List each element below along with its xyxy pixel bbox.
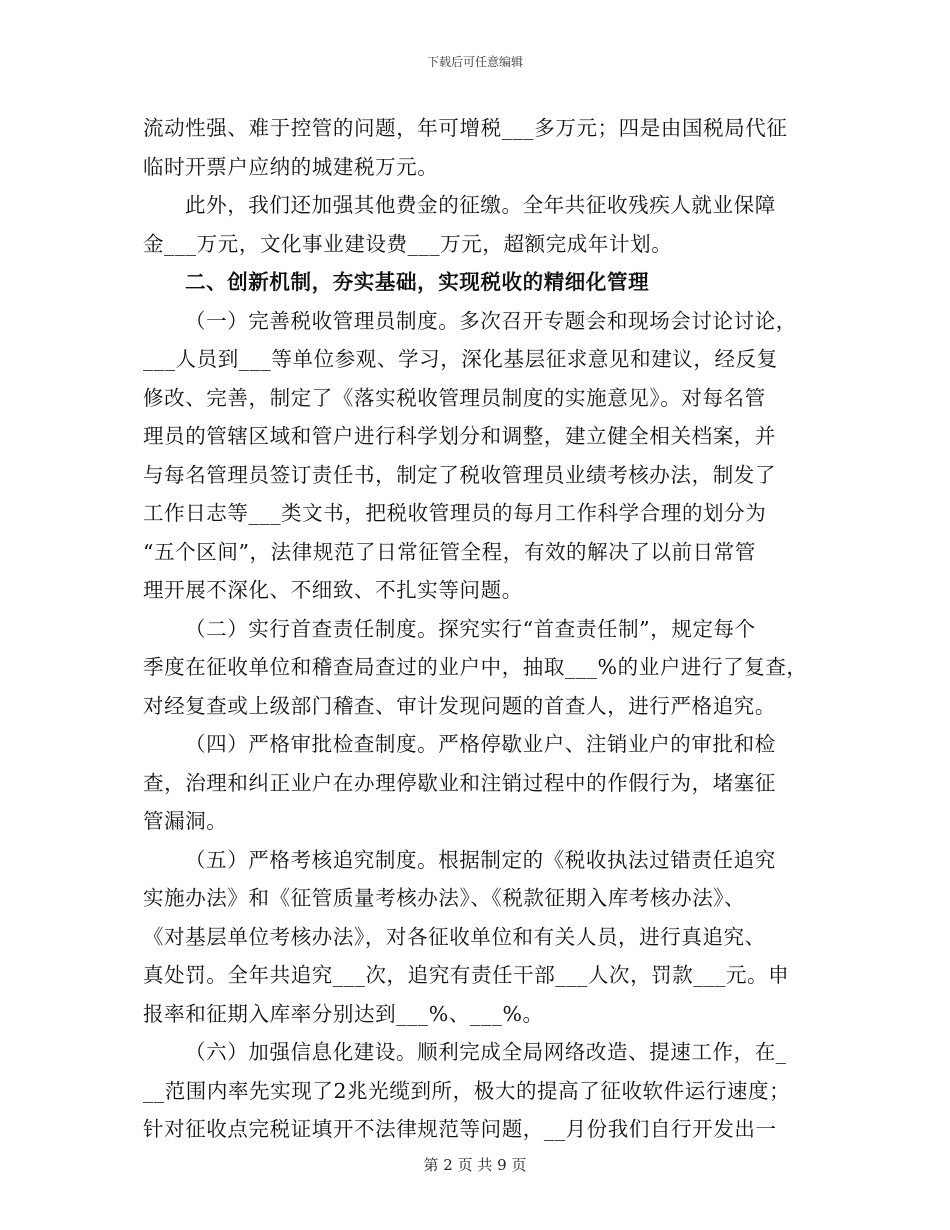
- text-line-1: 流动性强、难于控管的问题，年可增税___多万元；四是由国税局代征: [143, 116, 788, 140]
- text-line-13: 理开展不深化、不细致、不扎实等问题。: [143, 578, 523, 602]
- text-line-8: 修改、完善，制定了《落实税收管理员制度的实施意见》。对每名管: [143, 385, 766, 410]
- text-line-24: 报率和征期入库率分别达到___%、___%。: [143, 1001, 544, 1026]
- text-line-23: 真处罚。全年共追究___次，追究有责任干部___人次，罚款___元。申: [143, 963, 790, 987]
- text-line-14: （二）实行首查责任制度。探究实行“首查责任制”，规定每个: [185, 616, 756, 641]
- text-line-7: ___人员到___等单位参观、学习，深化基层征求意见和建议，经反复: [143, 347, 778, 371]
- page-footer: 第 2 页 共 9 页: [423, 1156, 527, 1174]
- text-line-10: 与每名管理员签订责任书，制定了税收管理员业绩考核办法，制发了: [143, 462, 776, 487]
- text-line-21: 实施办法》和《征管质量考核办法》、《税款征期入库考核办法》、: [143, 886, 746, 910]
- page-header: 下载后可任意编辑: [426, 55, 523, 69]
- text-line-15: 季度在征收单位和稽查局查过的业户中，抽取___%的业户进行了复查，: [143, 655, 808, 679]
- text-line-17: （四）严格审批检查制度。严格停歇业户、注销业户的审批和检: [185, 732, 776, 756]
- text-line-16: 对经复查或上级部门稽查、审计发现问题的首查人，进行严格追究。: [143, 693, 776, 718]
- text-line-25: （六）加强信息化建设。顺利完成全局网络改造、提速工作，在_: [185, 1040, 787, 1064]
- text-line-27: 针对征收点完税证填开不法律规范等问题，__月份我们自行开发出一: [143, 1117, 777, 1141]
- text-line-3: 此外，我们还加强其他费金的征缴。全年共征收残疾人就业保障: [185, 193, 776, 217]
- text-line-6: （一）完善税收管理员制度。多次召开专题会和现场会讨论讨论，: [185, 308, 797, 333]
- text-line-19: 管漏洞。: [143, 809, 228, 833]
- text-line-18: 查，治理和纠正业户在办理停歇业和注销过程中的作假行为，堵塞征: [143, 770, 776, 795]
- text-line-12: “五个区间”，法律规范了日常征管全程，有效的解决了以前日常管: [143, 539, 756, 564]
- text-line-20: （五）严格考核追究制度。根据制定的《税收执法过错责任追究: [185, 847, 776, 872]
- text-line-11: 工作日志等___类文书，把税收管理员的每月工作科学合理的划分为: [143, 501, 767, 525]
- document-body: [143, 109, 807, 1149]
- text-line-26: __范围内率先实现了2兆光缆到所，极大的提高了征收软件运行速度；: [143, 1078, 791, 1103]
- text-line-9: 理员的管辖区域和管户进行科学划分和调整，建立健全相关档案，并: [143, 424, 776, 448]
- section-heading: 二、创新机制，夯实基础，实现税收的精细化管理: [185, 270, 650, 294]
- text-line-4: 金___万元，文化事业建设费___万元，超额完成年计划。: [143, 231, 673, 256]
- text-line-2: 临时开票户应纳的城建税万元。: [143, 154, 439, 179]
- text-line-22: 《对基层单位考核办法》，对各征收单位和有关人员，进行真追究、: [143, 924, 766, 949]
